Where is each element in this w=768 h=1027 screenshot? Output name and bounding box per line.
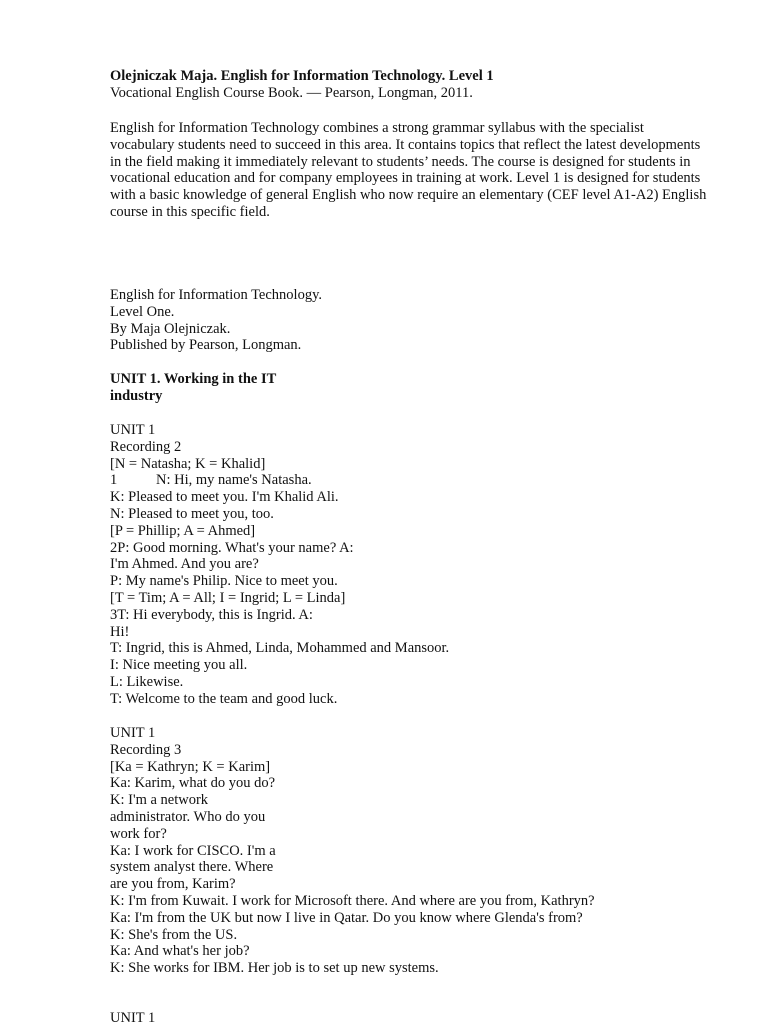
- dialogue-line: P: My name's Philip. Nice to meet you.: [110, 573, 338, 590]
- unit-label: UNIT 1: [110, 725, 156, 741]
- document-header: [110, 68, 494, 102]
- dialogue-line: K: I'm from Kuwait. I work for Microsoft there. And where are you from, Kathryn?: [110, 892, 595, 909]
- book-info-line: By Maja Olejniczak.: [110, 320, 231, 337]
- speaker-key: [N = Natasha; K = Khalid]: [110, 455, 266, 472]
- unit-heading-line: UNIT 1. Working in the IT: [110, 371, 277, 387]
- recording-label: Recording 3: [110, 741, 182, 758]
- unit-heading-line: industry: [110, 387, 163, 404]
- book-info-line: Level One.: [110, 303, 175, 320]
- dialogue-line: system analyst there. Where: [110, 859, 274, 876]
- recording-label: Recording 2: [110, 438, 182, 455]
- book-info-line: English for Information Technology.: [110, 287, 323, 303]
- dialogue-line: Hi!: [110, 623, 130, 640]
- dialogue-line: K: I'm a network: [110, 792, 209, 809]
- dialogue-line: work for?: [110, 825, 167, 842]
- dialogue-line: L: Likewise.: [110, 673, 184, 690]
- document-subtitle: Vocational English Course Book. — Pearson, Longman, 2011.: [110, 84, 473, 101]
- dialogue-line: are you from, Karim?: [110, 876, 236, 893]
- dialogue-line: [110, 472, 449, 489]
- unit-label: UNIT 1: [110, 1010, 156, 1026]
- dialogue-line: Ka: And what's her job?: [110, 943, 250, 960]
- dialogue-line: K: She's from the US.: [110, 926, 238, 943]
- dialogue-line: I: Nice meeting you all.: [110, 657, 248, 674]
- dialogue-line: K: She works for IBM. Her job is to set up new systems.: [110, 960, 439, 977]
- dialogue-number: 1: [110, 472, 118, 489]
- dialogue-line: Ka: I work for CISCO. I'm a: [110, 842, 276, 859]
- dialogue-line: T: Welcome to the team and good luck.: [110, 690, 338, 707]
- speaker-key: [Ka = Kathryn; K = Karim]: [110, 758, 271, 775]
- dialogue-line: administrator. Who do you: [110, 808, 266, 825]
- dialogue-text: N: Hi, my name's Natasha.: [156, 472, 312, 489]
- description-paragraph: English for Information Technology combines a strong grammar syllabus with the specialist vocabulary students need to succeed in this area. It contains topics that reflect the latest developments in the field making it immediately relevant to students’ needs. The course is designed for students in vocational education and for company employees in training at work. Level 1 is designed for students with a basic knowledge of general English who now require an elementary (CEF level A1-A2) English course in this specific field.: [110, 120, 707, 220]
- recording-3-section: [110, 725, 595, 977]
- dialogue-line: 3T: Hi everybody, this is Ingrid. A:: [110, 606, 313, 623]
- recording-2-section: [110, 422, 449, 708]
- dialogue-line: [T = Tim; A = All; I = Ingrid; L = Linda]: [110, 589, 346, 606]
- document-title: Olejniczak Maja. English for Information Technology. Level 1: [110, 68, 494, 84]
- dialogue-line: Ka: Karim, what do you do?: [110, 775, 276, 792]
- dialogue-line: N: Pleased to meet you, too.: [110, 505, 274, 522]
- dialogue-line: 2P: Good morning. What's your name? A:: [110, 539, 354, 556]
- dialogue-line: [P = Phillip; A = Ahmed]: [110, 522, 256, 539]
- next-unit-section: [110, 1010, 155, 1027]
- dialogue-line: K: Pleased to meet you. I'm Khalid Ali.: [110, 489, 339, 506]
- dialogue-line: Ka: I'm from the UK but now I live in Qatar. Do you know where Glenda's from?: [110, 909, 583, 926]
- book-info: [110, 287, 322, 354]
- unit-heading: [110, 371, 276, 405]
- dialogue-line: T: Ingrid, this is Ahmed, Linda, Mohammed and Mansoor.: [110, 640, 450, 657]
- dialogue-line: I'm Ahmed. And you are?: [110, 556, 259, 573]
- unit-label: UNIT 1: [110, 422, 156, 438]
- book-info-line: Published by Pearson, Longman.: [110, 337, 302, 354]
